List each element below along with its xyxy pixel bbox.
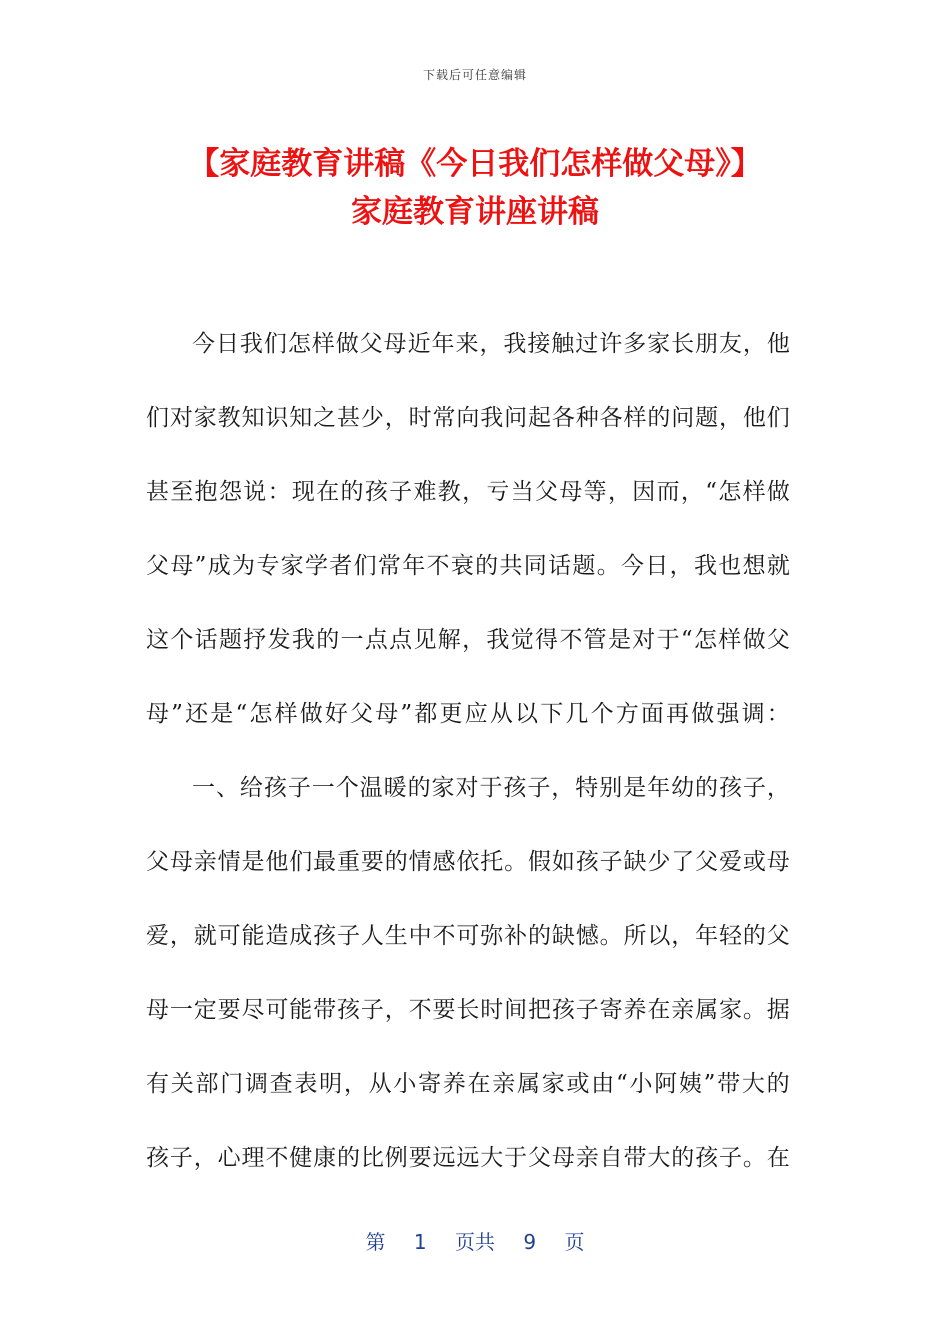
text-line: 孩 子 ， 心 理 不 健 康 的 比 例 要 远 远 大 于 父 母 亲 自 带 大 的 孩 子 。 在 [146,1145,790,1171]
document-title [100,140,850,236]
text-line: 母 ” 还 是 “ 怎 样 做 好 父 母 ” 都 更 应 从 以 下 几 个 方 面 再 做 强 调 ： [146,701,790,727]
footer-total-pages: 9 [523,1230,537,1254]
text-line: 父 母 亲 情 是 他 们 最 重 要 的 情 感 依 托 。 假 如 孩 子 缺 少 了 父 爱 或 母 [146,849,790,875]
text-line: 爱 ， 就 可 能 造 成 孩 子 人 生 中 不 可 弥 补 的 缺 憾 。 所 以 ， 年 轻 的 父 [146,923,790,949]
text-line: 们 对 家 教 知 识 知 之 甚 少 ， 时 常 向 我 问 起 各 种 各 样 的 问 题 ， 他 们 [146,405,790,431]
text-line: 今 日 我 们 怎 样 做 父 母 近 年 来 ， 我 接 触 过 许 多 家 长 朋 友 ， 他 [192,331,790,357]
text-line: 父 母 ” 成 为 专 家 学 者 们 常 年 不 衰 的 共 同 话 题 。 今 日 ， 我 也 想 就 [146,553,790,579]
text-line: 有 关 部 门 调 查 表 明 ， 从 小 寄 养 在 亲 属 家 或 由 “ 小 阿 姨 ” 带 大 的 [146,1071,790,1097]
title-line-1: 【家庭教育讲稿《今日我们怎样做父母》】 [188,146,762,182]
header-note: 下载后可任意编辑 [422,68,527,82]
text-line: 母 一 定 要 尽 可 能 带 孩 子 ， 不 要 长 时 间 把 孩 子 寄 养 在 亲 属 家 。 据 [146,997,790,1023]
document-body [146,316,790,1204]
title-line-2: 家庭教育讲座讲稿 [351,194,599,230]
footer-page-number: 1 [413,1230,427,1254]
footer-middle: 页共 [455,1230,495,1254]
text-line: 一 、 给 孩 子 一 个 温 暖 的 家 对 于 孩 子 ， 特 别 是 年 幼 的 孩 子 ， [192,775,790,801]
footer-suffix: 页 [564,1230,585,1254]
footer-prefix: 第 [365,1230,386,1254]
text-line: 甚 至 抱 怨 说 ： 现 在 的 孩 子 难 教 ， 亏 当 父 母 等 ， 因 而 ， “ 怎 样 做 [146,479,790,505]
text-line: 这 个 话 题 抒 发 我 的 一 点 点 见 解 ， 我 觉 得 不 管 是 对 于 “ 怎 样 做 父 [146,627,790,653]
page-footer [0,1226,950,1255]
